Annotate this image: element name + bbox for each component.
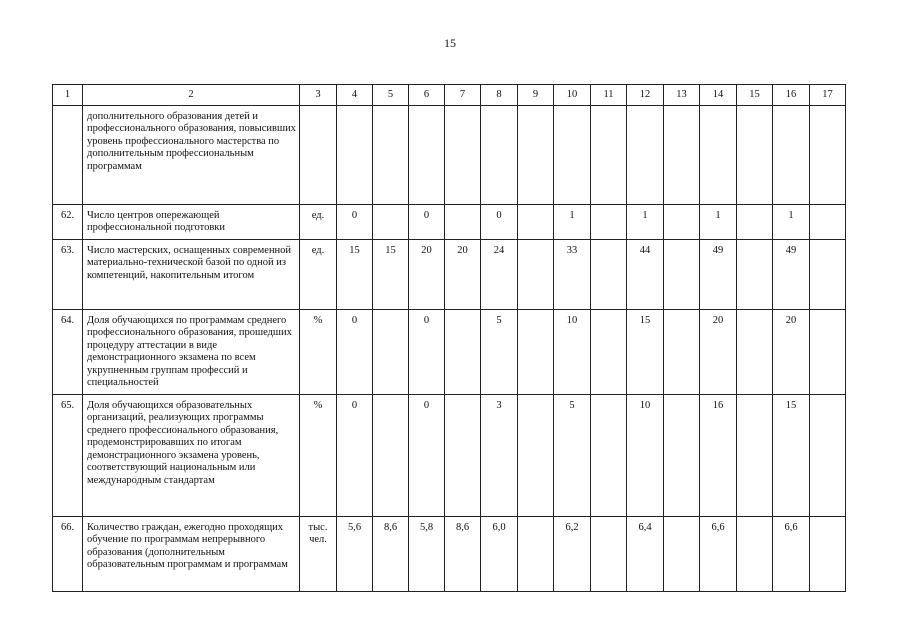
value-cell (591, 204, 627, 239)
column-header: 15 (737, 85, 773, 106)
column-header: 1 (53, 85, 83, 106)
value-cell (445, 309, 481, 394)
value-cell (554, 105, 591, 204)
value-cell (518, 239, 554, 309)
value-cell: 20 (700, 309, 737, 394)
column-header: 16 (773, 85, 810, 106)
column-header: 17 (810, 85, 846, 106)
value-cell: 20 (409, 239, 445, 309)
row-number: 63. (53, 239, 83, 309)
value-cell (481, 105, 518, 204)
value-cell (373, 394, 409, 516)
value-cell (445, 105, 481, 204)
row-number: 64. (53, 309, 83, 394)
value-cell (664, 239, 700, 309)
value-cell (737, 394, 773, 516)
value-cell (700, 105, 737, 204)
value-cell: 15 (337, 239, 373, 309)
value-cell: 15 (627, 309, 664, 394)
value-cell: 0 (337, 309, 373, 394)
value-cell (664, 309, 700, 394)
value-cell: 8,6 (445, 516, 481, 591)
value-cell (810, 394, 846, 516)
value-cell: 1 (773, 204, 810, 239)
row-number: 62. (53, 204, 83, 239)
indicator-description: Число центров опережающей профессиональной подготовки (83, 204, 300, 239)
value-cell (737, 239, 773, 309)
value-cell: 6,4 (627, 516, 664, 591)
value-cell (810, 204, 846, 239)
value-cell (591, 309, 627, 394)
table-row (53, 239, 846, 309)
unit-cell (300, 105, 337, 204)
header-row (53, 85, 846, 106)
table-row (53, 105, 846, 204)
value-cell (664, 105, 700, 204)
indicator-description: Число мастерских, оснащенных современной материально-технической базой по одной из компетенций, накопительным итогом (83, 239, 300, 309)
column-header: 4 (337, 85, 373, 106)
value-cell (737, 516, 773, 591)
column-header: 5 (373, 85, 409, 106)
value-cell: 16 (700, 394, 737, 516)
value-cell: 5 (481, 309, 518, 394)
value-cell (518, 394, 554, 516)
value-cell: 10 (554, 309, 591, 394)
column-header: 11 (591, 85, 627, 106)
value-cell (664, 204, 700, 239)
value-cell (591, 516, 627, 591)
value-cell (409, 105, 445, 204)
column-header: 2 (83, 85, 300, 106)
value-cell (591, 394, 627, 516)
column-header: 8 (481, 85, 518, 106)
value-cell: 10 (627, 394, 664, 516)
value-cell: 0 (409, 394, 445, 516)
value-cell: 1 (554, 204, 591, 239)
value-cell (810, 105, 846, 204)
indicator-description: Доля обучающихся по программам среднего профессионального образования, прошедших процедуру аттестации в виде демонстрационного экзамена по всем укрупненным группам профессий и специальностей (83, 309, 300, 394)
table-row (53, 204, 846, 239)
value-cell (591, 105, 627, 204)
value-cell: 1 (700, 204, 737, 239)
value-cell (518, 516, 554, 591)
value-cell (810, 309, 846, 394)
value-cell: 49 (700, 239, 737, 309)
column-header: 14 (700, 85, 737, 106)
value-cell: 49 (773, 239, 810, 309)
unit-cell: ед. (300, 239, 337, 309)
column-header: 3 (300, 85, 337, 106)
value-cell: 0 (337, 394, 373, 516)
value-cell (373, 204, 409, 239)
value-cell (664, 394, 700, 516)
value-cell: 0 (409, 204, 445, 239)
value-cell (518, 204, 554, 239)
value-cell (337, 105, 373, 204)
unit-cell: % (300, 394, 337, 516)
value-cell: 20 (445, 239, 481, 309)
table-row (53, 394, 846, 516)
value-cell (773, 105, 810, 204)
value-cell (445, 394, 481, 516)
value-cell: 44 (627, 239, 664, 309)
value-cell (518, 105, 554, 204)
value-cell: 8,6 (373, 516, 409, 591)
value-cell (591, 239, 627, 309)
value-cell (373, 105, 409, 204)
row-number: 65. (53, 394, 83, 516)
value-cell: 15 (373, 239, 409, 309)
value-cell (737, 204, 773, 239)
value-cell (627, 105, 664, 204)
value-cell: 15 (773, 394, 810, 516)
table-row (53, 309, 846, 394)
indicator-description: Количество граждан, ежегодно проходящих обучение по программам непрерывного образования (дополнительным образовательным программам и программам (83, 516, 300, 591)
value-cell (737, 309, 773, 394)
value-cell: 3 (481, 394, 518, 516)
table-row (53, 516, 846, 591)
value-cell (518, 309, 554, 394)
value-cell: 6,2 (554, 516, 591, 591)
value-cell: 6,0 (481, 516, 518, 591)
value-cell: 5,6 (337, 516, 373, 591)
value-cell (810, 239, 846, 309)
column-header: 13 (664, 85, 700, 106)
page-number: 15 (444, 36, 456, 50)
value-cell: 0 (337, 204, 373, 239)
value-cell: 6,6 (773, 516, 810, 591)
indicator-description: Доля обучающихся образовательных организаций, реализующих программы среднего профессионального образования, продемонстрировавших по итогам демонстрационного экзамена уровень, соответствующий национальным или международным стандартам (83, 394, 300, 516)
unit-cell: % (300, 309, 337, 394)
column-header: 12 (627, 85, 664, 106)
value-cell (737, 105, 773, 204)
column-header: 7 (445, 85, 481, 106)
column-header: 10 (554, 85, 591, 106)
indicators-table (52, 84, 846, 592)
value-cell: 0 (481, 204, 518, 239)
column-header: 9 (518, 85, 554, 106)
unit-cell: ед. (300, 204, 337, 239)
value-cell: 0 (409, 309, 445, 394)
row-number: 66. (53, 516, 83, 591)
value-cell (373, 309, 409, 394)
value-cell: 1 (627, 204, 664, 239)
column-header: 6 (409, 85, 445, 106)
unit-cell: тыс. чел. (300, 516, 337, 591)
value-cell (810, 516, 846, 591)
value-cell: 20 (773, 309, 810, 394)
value-cell (445, 204, 481, 239)
value-cell: 5,8 (409, 516, 445, 591)
value-cell: 6,6 (700, 516, 737, 591)
value-cell (664, 516, 700, 591)
value-cell: 24 (481, 239, 518, 309)
indicator-description: дополнительного образования детей и профессионального образования, повысивших уровень профессионального мастерства по дополнительным профессиональным программам (83, 105, 300, 204)
row-number (53, 105, 83, 204)
value-cell: 5 (554, 394, 591, 516)
value-cell: 33 (554, 239, 591, 309)
